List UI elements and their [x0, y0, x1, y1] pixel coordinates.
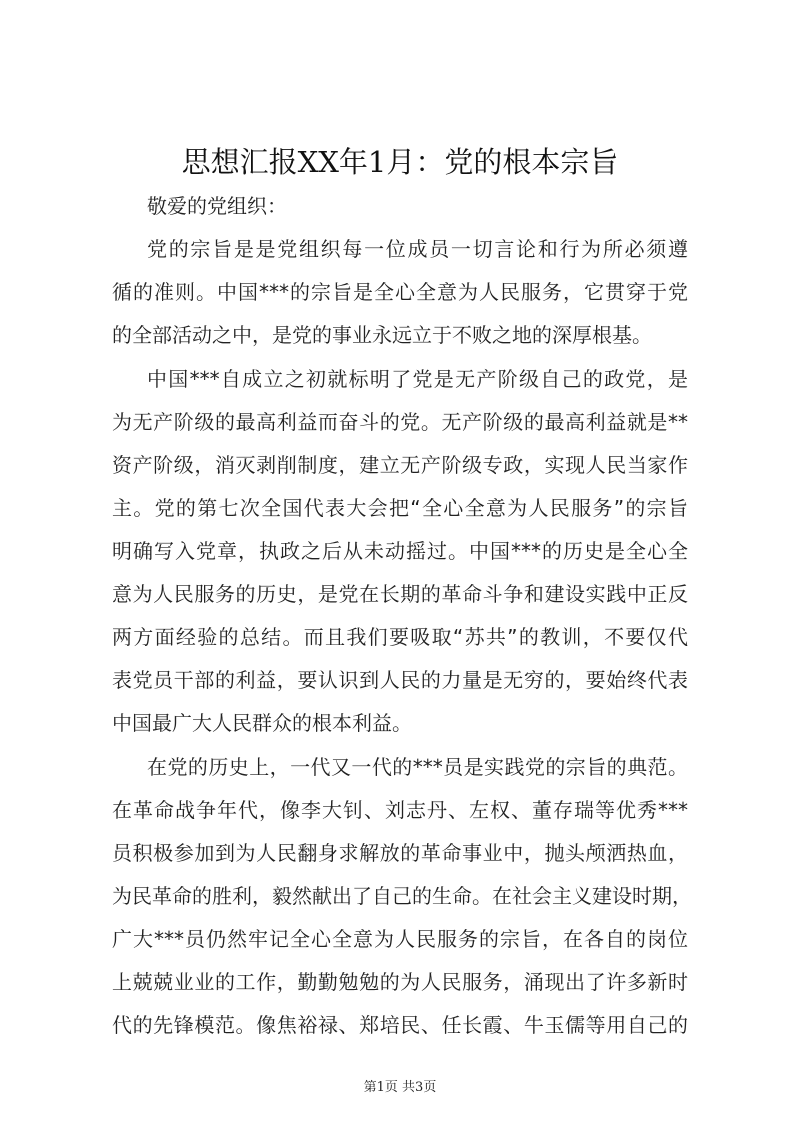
- text-line: 主。党的第七次全国代表大会把“全心全意为人民服务”的宗旨: [112, 496, 688, 520]
- text-line: 代的先锋模范。像焦裕禄、郑培民、任长霞、牛玉儒等用自己的: [112, 1013, 688, 1037]
- text-line: 意为人民服务的历史，是党在长期的革命斗争和建设实践中正反: [112, 582, 688, 606]
- page-number: 第1页 共3页: [363, 1080, 437, 1095]
- text-line: 敬爱的党组织：: [147, 194, 287, 218]
- text-line: 在革命战争年代，像李大钊、刘志丹、左权、董存瑞等优秀***: [112, 798, 688, 822]
- text-line: 的全部活动之中，是党的事业永远立于不败之地的深厚根基。: [112, 323, 652, 347]
- text-line: 循的准则。中国***的宗旨是全心全意为人民服务，它贯穿于党: [112, 280, 688, 304]
- text-line: 两方面经验的总结。而且我们要吸取“苏共”的教训，不要仅代: [112, 625, 688, 649]
- document-title: 思想汇报XX年1月：党的根本宗旨: [181, 145, 619, 179]
- text-line: 中国最广大人民群众的根本利益。: [112, 711, 412, 735]
- text-line: 资产阶级，消灭剥削制度，建立无产阶级专政，实现人民当家作: [112, 453, 688, 477]
- text-line: 在党的历史上，一代又一代的***员是实践党的宗旨的典范。: [147, 755, 688, 779]
- text-line: 明确写入党章，执政之后从未动摇过。中国***的历史是全心全: [112, 539, 688, 563]
- text-line: 广大***员仍然牢记全心全意为人民服务的宗旨，在各自的岗位: [112, 927, 688, 951]
- text-line: 上兢兢业业的工作，勤勤勉勉的为人民服务，涌现出了许多新时: [112, 970, 688, 994]
- text-line: 党的宗旨是是党组织每一位成员一切言论和行为所必须遵: [147, 237, 688, 261]
- text-line: 中国***自成立之初就标明了党是无产阶级自己的政党，是: [147, 367, 688, 391]
- text-line: 为民革命的胜利，毅然献出了自己的生命。在社会主义建设时期，: [112, 884, 692, 908]
- text-line: 员积极参加到为人民翻身求解放的革命事业中，抛头颅洒热血，: [112, 841, 688, 865]
- text-line: 表党员干部的利益，要认识到人民的力量是无穷的，要始终代表: [112, 668, 688, 692]
- text-line: 为无产阶级的最高利益而奋斗的党。无产阶级的最高利益就是**: [112, 410, 688, 434]
